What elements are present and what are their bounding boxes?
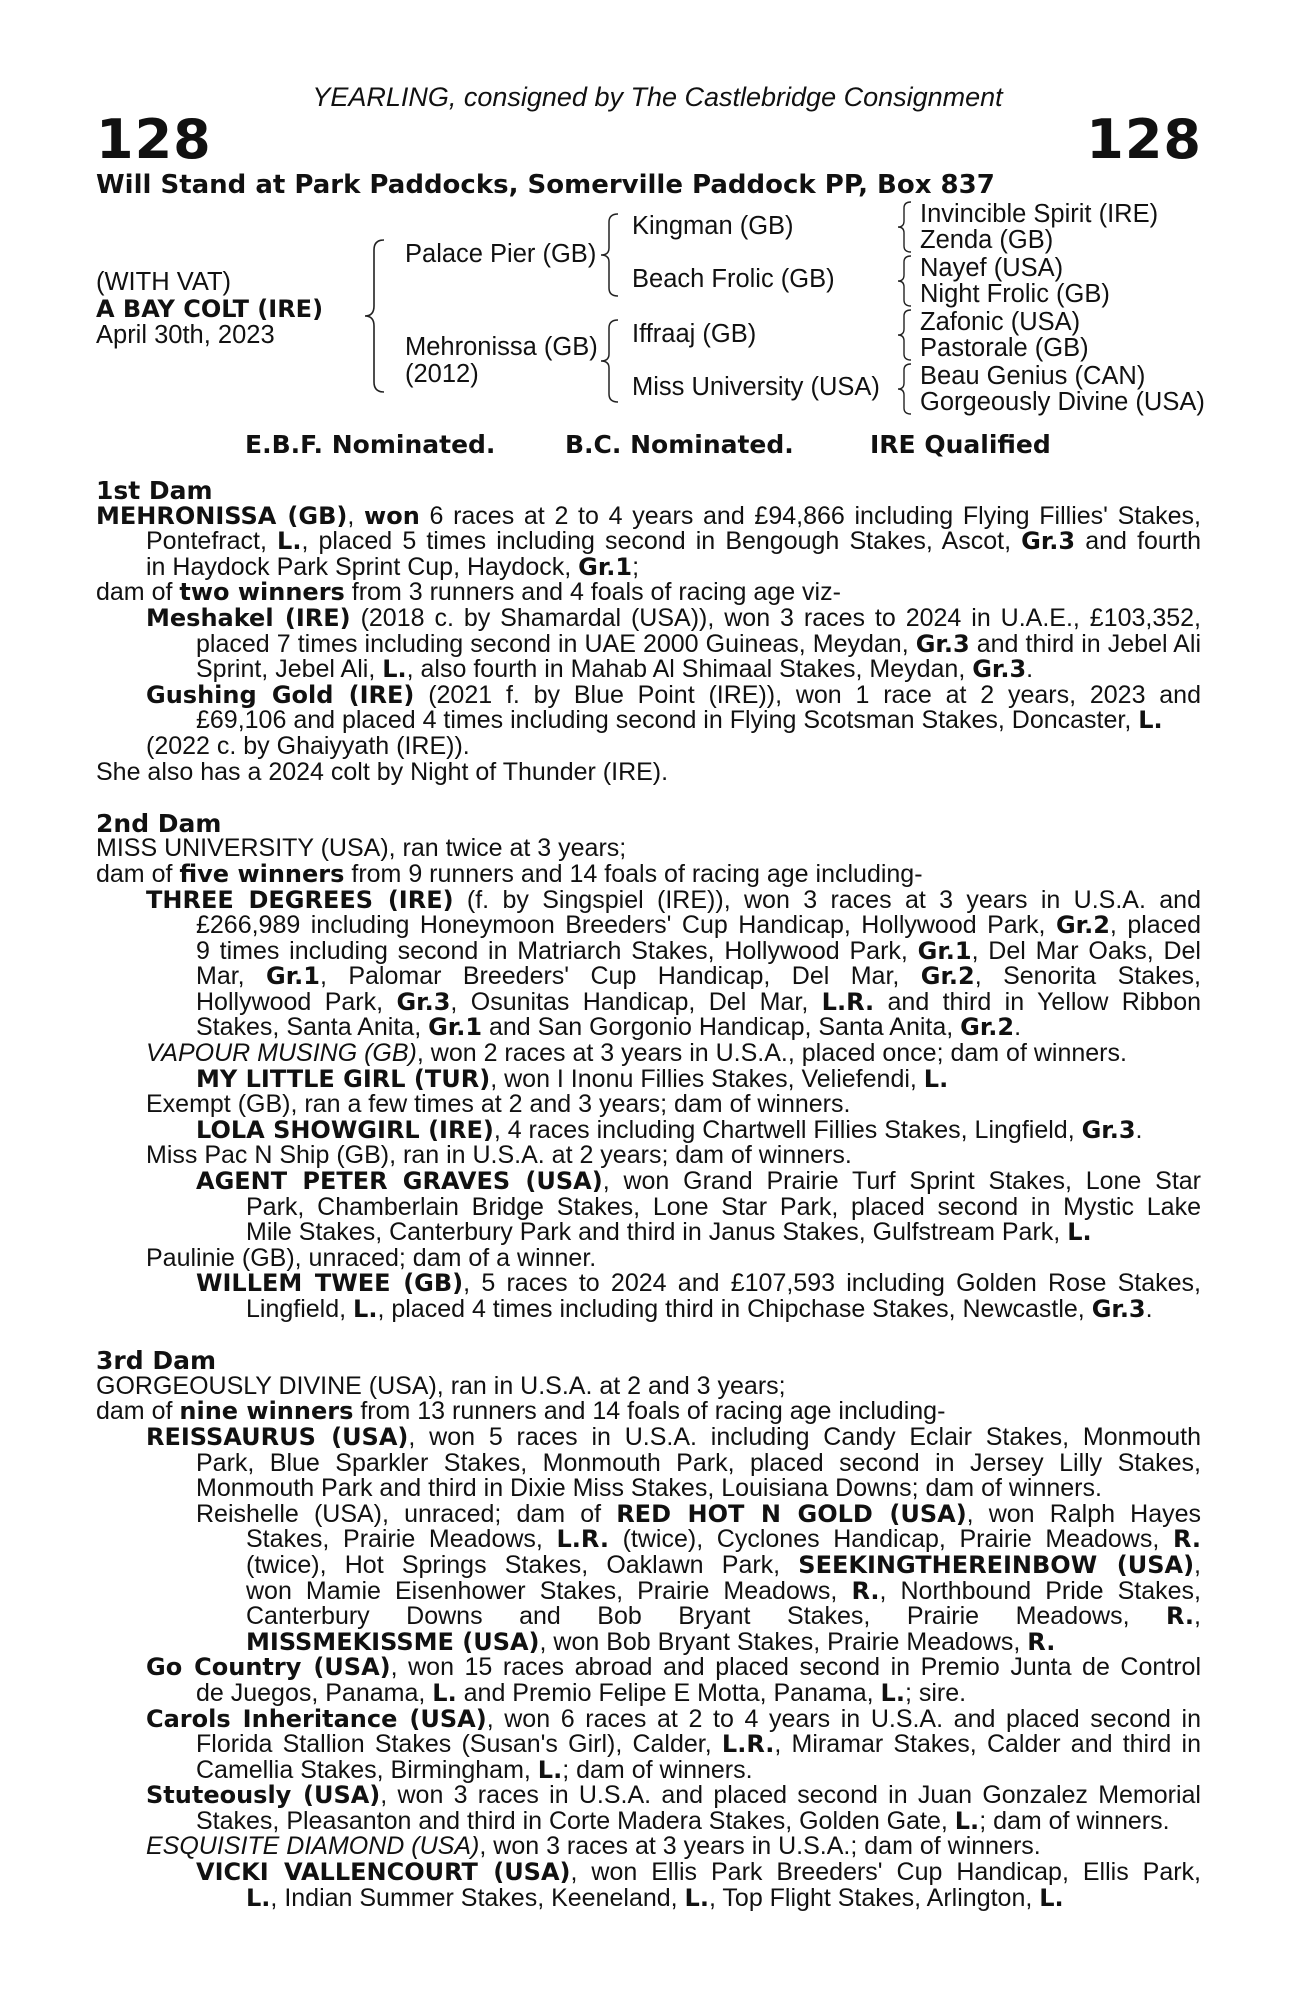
bc-nomination: B.C. Nominated. <box>565 430 794 459</box>
text-line: won Mamie Eisenhower Stakes, Prairie Meadows, R., Northbound Pride Stakes, <box>246 1576 1202 1605</box>
text-line: MY LITTLE GIRL (TUR), won I Inonu Fillies Stakes, Veliefendi, L. <box>196 1064 949 1093</box>
ggp-6: Pastorale (GB) <box>920 334 1089 362</box>
ggp-5: Zafonic (USA) <box>920 308 1081 336</box>
text-line: dam of two winners from 3 runners and 4 foals of racing age viz- <box>96 578 841 607</box>
text-line: Stakes, Prairie Meadows, L.R. (twice), Cyclones Handicap, Prairie Meadows, R. <box>246 1525 1201 1554</box>
text-line: MEHRONISSA (GB), won 6 races at 2 to 4 years and £94,866 including Flying Fillies' Stakes, <box>96 501 1201 530</box>
text-line: Paulinie (GB), unraced; dam of a winner. <box>146 1243 597 1272</box>
consignment-subtitle: YEARLING, consigned by The Castlebridge Consignment <box>312 82 1003 112</box>
ggp-3: Nayef (USA) <box>920 254 1064 282</box>
text-line: Camellia Stakes, Birmingham, L.; dam of winners. <box>196 1755 753 1784</box>
ggp-8: Gorgeously Divine (USA) <box>920 388 1205 416</box>
text-line: £69,106 and placed 4 times including second in Flying Scotsman Stakes, Doncaster, L. <box>196 706 1163 735</box>
text-line: VAPOUR MUSING (GB), won 2 races at 3 years in U.S.A., placed once; dam of winners. <box>146 1039 1127 1068</box>
sire-dam: Beach Frolic (GB) <box>632 265 835 293</box>
text-line: de Juegos, Panama, L. and Premio Felipe E Motta, Panama, L.; sire. <box>196 1678 967 1707</box>
ggp-1: Invincible Spirit (IRE) <box>920 200 1159 228</box>
text-line: REISSAURUS (USA), won 5 races in U.S.A. including Candy Eclair Stakes, Monmouth <box>146 1422 1202 1451</box>
text-line: in Haydock Park Sprint Cup, Haydock, Gr.1; <box>146 552 640 581</box>
foaling-date: April 30th, 2023 <box>96 321 275 349</box>
family-record <box>96 478 1201 1911</box>
stand-info: Will Stand at Park Paddocks, Somerville Paddock PP, Box 837 <box>96 170 995 200</box>
ggp-brace-1 <box>895 200 915 254</box>
text-line: Hollywood Park, Gr.3, Osunitas Handicap, Del Mar, L.R. and third in Yellow Ribbon <box>196 987 1201 1016</box>
text-line: THREE DEGREES (IRE) (f. by Singspiel (IRE)), won 3 races at 3 years in U.S.A. and <box>146 885 1201 914</box>
text-line: WILLEM TWEE (GB), 5 races to 2024 and £107,593 including Golden Rose Stakes, <box>196 1269 1202 1298</box>
ggp-brace-4 <box>895 362 915 416</box>
text-line: Mar, Gr.1, Palomar Breeders' Cup Handicap, Del Mar, Gr.2, Senorita Stakes, <box>196 962 1201 991</box>
dam-sire: Iffraaj (GB) <box>632 320 757 348</box>
ggp-brace-3 <box>895 308 915 362</box>
text-line: Stuteously (USA), won 3 races in U.S.A. and placed second in Juan Gonzalez Memorial <box>146 1781 1201 1810</box>
text-line: dam of nine winners from 13 runners and 14 foals of racing age including- <box>96 1397 946 1426</box>
text-line: Gushing Gold (IRE) (2021 f. by Blue Point (IRE)), won 1 race at 2 years, 2023 and <box>146 680 1201 709</box>
text-line: MISS UNIVERSITY (USA), ran twice at 3 years; <box>96 834 627 863</box>
vat-note: (WITH VAT) <box>96 268 232 296</box>
text-line: Miss Pac N Ship (GB), ran in U.S.A. at 2 years; dam of winners. <box>146 1141 852 1170</box>
sire-sire: Kingman (GB) <box>632 212 794 240</box>
text-line: £266,989 including Honeymoon Breeders' Cup Handicap, Hollywood Park, Gr.2, placed <box>196 911 1202 940</box>
text-line: Monmouth Park and third in Dixie Miss Stakes, Louisiana Downs; dam of winners. <box>196 1474 1102 1503</box>
text-line: ESQUISITE DIAMOND (USA), won 3 races at 3 years in U.S.A.; dam of winners. <box>146 1832 1041 1861</box>
ire-qualification: IRE Qualified <box>870 430 1051 459</box>
text-line: Florida Stallion Stakes (Susan's Girl), Calder, L.R., Miramar Stakes, Calder and third in <box>196 1730 1201 1759</box>
text-line: Exempt (GB), ran a few times at 2 and 3 years; dam of winners. <box>146 1090 851 1119</box>
lot-number-right: 128 <box>1086 108 1202 171</box>
horse-name: A BAY COLT (IRE) <box>96 295 324 323</box>
sire: Palace Pier (GB) <box>405 240 597 268</box>
text-line: LOLA SHOWGIRL (IRE), 4 races including Chartwell Fillies Stakes, Lingfield, Gr.3. <box>196 1115 1143 1144</box>
ggp-4: Night Frolic (GB) <box>920 280 1110 308</box>
dam: Mehronissa (GB) <box>405 333 598 361</box>
dam-brace <box>598 318 622 404</box>
text-line: VICKI VALLENCOURT (USA), won Ellis Park Breeders' Cup Handicap, Ellis Park, <box>196 1858 1201 1887</box>
text-line: Stakes, Pleasanton and third in Corte Madera Stakes, Golden Gate, L.; dam of winners. <box>196 1806 1170 1835</box>
dam-year: (2012) <box>405 360 479 388</box>
text-line: Park, Chamberlain Bridge Stakes, Lone Star Park, placed second in Mystic Lake <box>246 1192 1201 1221</box>
text-line: 9 times including second in Matriarch Stakes, Hollywood Park, Gr.1, Del Mar Oaks, Del <box>196 936 1201 965</box>
text-line: dam of five winners from 9 runners and 14 foals of racing age including- <box>96 859 923 888</box>
sire-brace <box>598 212 622 298</box>
section-heading-3rd-dam: 3rd Dam <box>96 1346 216 1376</box>
ggp-2: Zenda (GB) <box>920 226 1054 254</box>
text-line: GORGEOUSLY DIVINE (USA), ran in U.S.A. at 2 and 3 years; <box>96 1371 786 1400</box>
text-line: Carols Inheritance (USA), won 6 races at 2 to 4 years in U.S.A. and placed second in <box>146 1704 1201 1733</box>
ggp-7: Beau Genius (CAN) <box>920 362 1146 390</box>
dam-dam: Miss University (USA) <box>632 373 880 401</box>
text-line: AGENT PETER GRAVES (USA), won Grand Prairie Turf Sprint Stakes, Lone Star <box>196 1167 1201 1196</box>
lot-number-left: 128 <box>96 108 212 171</box>
text-line: Mile Stakes, Canterbury Park and third in Janus Stakes, Gulfstream Park, L. <box>246 1218 1092 1247</box>
text-line: Canterbury Downs and Bob Bryant Stakes, Prairie Meadows, R., <box>246 1602 1201 1631</box>
text-line: (2022 c. by Ghaiyyath (IRE)). <box>146 731 470 760</box>
section-heading-2nd-dam: 2nd Dam <box>96 808 222 838</box>
section-heading-1st-dam: 1st Dam <box>96 476 213 505</box>
text-line: (twice), Hot Springs Stakes, Oaklawn Park, SEEKINGTHEREINBOW (USA), <box>246 1550 1201 1579</box>
ggp-brace-2 <box>895 254 915 308</box>
text-line: Go Country (USA), won 15 races abroad and placed second in Premio Junta de Control <box>146 1653 1201 1682</box>
text-line: placed 7 times including second in UAE 2000 Guineas, Meydan, Gr.3 and third in Jebel Ali <box>196 629 1201 658</box>
text-line: Lingfield, L., placed 4 times including third in Chipchase Stakes, Newcastle, Gr.3. <box>246 1295 1153 1323</box>
text-line: Stakes, Santa Anita, Gr.1 and San Gorgonio Handicap, Santa Anita, Gr.2. <box>196 1013 1022 1042</box>
text-line: Meshakel (IRE) (2018 c. by Shamardal (USA)), won 3 races to 2024 in U.A.E., £103,352, <box>146 603 1201 632</box>
text-line: She also has a 2024 colt by Night of Thunder (IRE). <box>96 757 669 786</box>
text-line: Reishelle (USA), unraced; dam of RED HOT N GOLD (USA), won Ralph Hayes <box>196 1499 1201 1528</box>
text-line: Pontefract, L., placed 5 times including second in Bengough Stakes, Ascot, Gr.3 and fourth <box>146 527 1201 556</box>
ebf-nomination: E.B.F. Nominated. <box>245 430 496 459</box>
text-line: Sprint, Jebel Ali, L., also fourth in Mahab Al Shimaal Stakes, Meydan, Gr.3. <box>196 655 1034 684</box>
text-line: Park, Blue Sparkler Stakes, Monmouth Park, placed second in Jersey Lilly Stakes, <box>196 1448 1201 1477</box>
pedigree-brace <box>362 238 388 394</box>
text-line: MISSMEKISSME (USA), won Bob Bryant Stakes, Prairie Meadows, R. <box>246 1627 1056 1656</box>
text-line: L., Indian Summer Stakes, Keeneland, L., Top Flight Stakes, Arlington, L. <box>246 1883 1064 1912</box>
